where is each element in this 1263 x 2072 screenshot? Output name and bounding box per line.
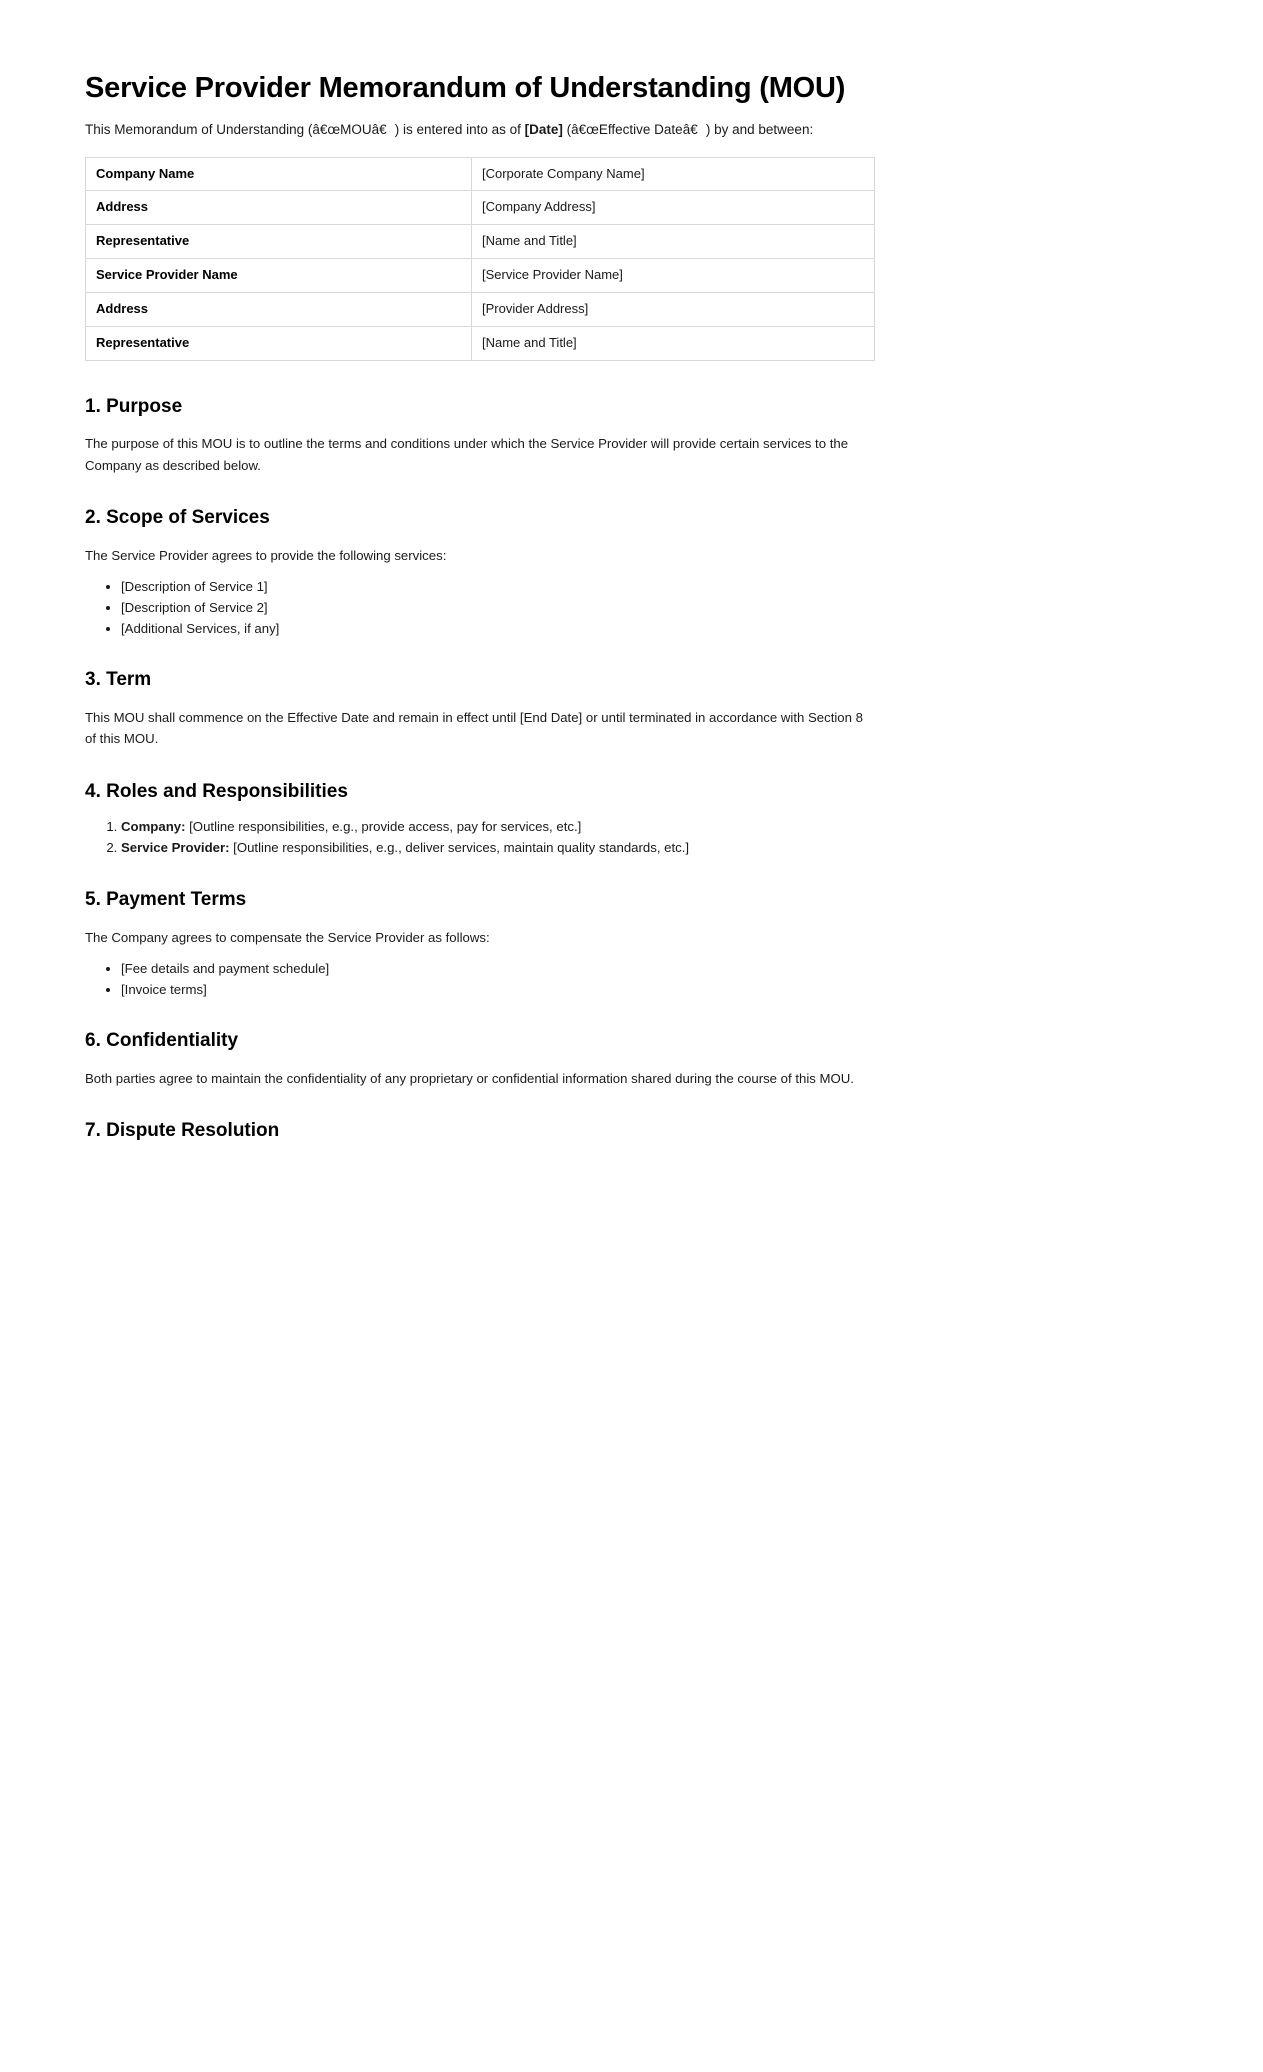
payment-terms-list (85, 960, 875, 999)
parties-table (85, 157, 875, 361)
section-paragraph-purpose: The purpose of this MOU is to outline the terms and conditions under which the Service Provider will provide certain services to the Company as described below. (85, 436, 849, 473)
section-paragraph-scope: The Service Provider agrees to provide the following services: (85, 547, 447, 563)
list-item-text: [Outline responsibilities, e.g., provide access, pay for services, etc.] (185, 819, 582, 835)
section-heading-roles: 4. Roles and Responsibilities (85, 780, 348, 802)
list-item-label: Service Provider: (121, 840, 230, 856)
intro-date-placeholder: [Date] (524, 122, 563, 138)
intro-text-part2: (â€œEffective Dateâ€) by and between: (562, 122, 814, 138)
table-cell-value: [Company Address] (472, 191, 875, 225)
table-row (86, 259, 875, 293)
list-item-label: Company: (121, 819, 186, 835)
list-item: • [Description of Service 2] (121, 599, 875, 618)
table-cell-value: [Name and Title] (472, 326, 875, 360)
table-cell-value: [Provider Address] (472, 292, 875, 326)
section-paragraph-term: This MOU shall commence on the Effective Date and remain in effect until [End Date] or until terminated in accordance with Section 8 of this MOU. (85, 709, 863, 747)
parties-table-body (86, 157, 875, 360)
table-cell-value: [Service Provider Name] (472, 259, 875, 293)
section-paragraph-confidentiality: Both parties agree to maintain the confidentiality of any proprietary or confidential information shared during the course of this MOU. (85, 1071, 854, 1087)
section-paragraph-payment: The Company agrees to compensate the Service Provider as follows: (85, 929, 490, 945)
table-row (86, 157, 875, 191)
list-item: • [Fee details and payment schedule] (121, 960, 875, 979)
section-heading-term: 3. Term (85, 669, 152, 691)
list-item (121, 839, 875, 858)
list-item: • [Invoice terms] (121, 981, 875, 1000)
scope-services-list (85, 578, 875, 638)
intro-text-part1: This Memorandum of Understanding (â€œMOUâ€) is entered into as of (85, 122, 525, 138)
table-row (86, 292, 875, 326)
list-item-text: [Outline responsibilities, e.g., deliver services, maintain quality standards, etc.] (229, 840, 690, 856)
roles-responsibilities-list (85, 818, 875, 857)
table-cell-value: [Name and Title] (472, 225, 875, 259)
table-row (86, 191, 875, 225)
table-cell-label: Service Provider Name (86, 259, 472, 293)
intro-paragraph (85, 120, 875, 140)
section-heading-payment: 5. Payment Terms (85, 888, 247, 910)
list-item: • [Description of Service 1] (121, 578, 875, 597)
page-bottom-whitespace (85, 1158, 875, 1898)
section-heading-purpose: 1. Purpose (85, 395, 183, 417)
table-row (86, 326, 875, 360)
document-body (85, 70, 875, 1898)
table-cell-label: Representative (86, 225, 472, 259)
table-cell-label: Address (86, 191, 472, 225)
section-heading-confidentiality: 6. Confidentiality (85, 1030, 239, 1052)
table-cell-label: Representative (86, 326, 472, 360)
table-cell-value: [Corporate Company Name] (472, 157, 875, 191)
section-heading-dispute: 7. Dispute Resolution (85, 1120, 280, 1142)
page-title: Service Provider Memorandum of Understanding (MOU) (85, 72, 846, 104)
table-cell-label: Company Name (86, 157, 472, 191)
section-heading-scope: 2. Scope of Services (85, 507, 270, 528)
list-item (121, 818, 875, 837)
table-row (86, 225, 875, 259)
list-item: • [Additional Services, if any] (121, 620, 875, 639)
table-cell-label: Address (86, 292, 472, 326)
